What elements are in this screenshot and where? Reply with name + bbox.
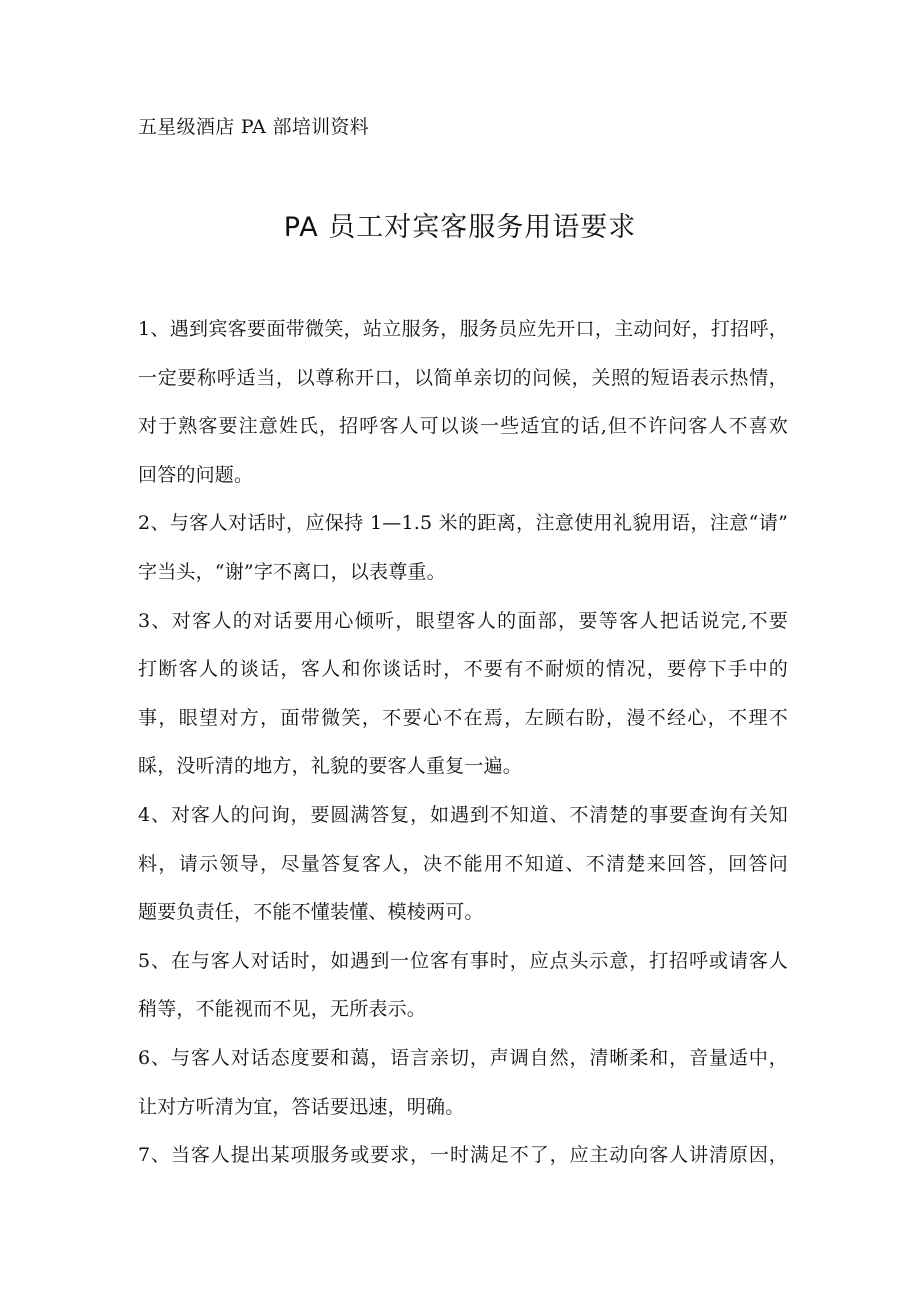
header-note: 五星级酒店 PA 部培训资料	[138, 116, 370, 138]
paragraph-line: 对于熟客要注意姓氏，招呼客人可以谈一些适宜的话,但不许问客人不喜欢	[138, 415, 788, 438]
paragraph-line: 字当头，“谢”字不离口，以表尊重。	[138, 560, 446, 583]
document-body	[138, 305, 788, 1180]
paragraph-line: 2、与客人对话时，应保持 1—1.5 米的距离，注意使用礼貌用语，注意“请”	[138, 512, 788, 535]
paragraph-line: 料，请示领导，尽量答复客人，决不能用不知道、不清楚来回答，回答问	[138, 852, 788, 875]
paragraph-line: 稍等，不能视而不见，无所表示。	[138, 998, 427, 1021]
paragraph-3	[138, 597, 788, 791]
paragraph-line: 1、遇到宾客要面带微笑，站立服务，服务员应先开口，主动问好，打招呼，	[138, 318, 788, 340]
paragraph-line: 题要负责任，不能不懂装懂、模棱两可。	[138, 901, 484, 924]
paragraph-4	[138, 791, 788, 937]
paragraph-line: 事，眼望对方，面带微笑，不要心不在焉，左顾右盼，漫不经心，不理不	[138, 706, 788, 729]
paragraph-7	[138, 1131, 788, 1180]
paragraph-line: 5、在与客人对话时，如遇到一位客有事时，应点头示意，打招呼或请客人	[138, 949, 788, 972]
paragraph-2	[138, 499, 788, 596]
paragraph-line: 4、对客人的问询，要圆满答复，如遇到不知道、不清楚的事要查询有关知	[138, 803, 788, 826]
paragraph-line: 一定要称呼适当，以尊称开口，以简单亲切的问候，关照的短语表示热情，	[138, 366, 788, 389]
paragraph-line: 回答的问题。	[138, 463, 254, 486]
paragraph-line: 打断客人的谈话，客人和你谈话时，不要有不耐烦的情况，要停下手中的	[138, 658, 788, 681]
paragraph-line: 睬，没听清的地方，礼貌的要客人重复一遍。	[138, 755, 523, 778]
paragraph-line: 让对方听清为宜，答话要迅速，明确。	[138, 1095, 465, 1118]
paragraph-line: 3、对客人的对话要用心倾听，眼望客人的面部，要等客人把话说完,不要	[138, 609, 788, 632]
paragraph-line: 6、与客人对话态度要和蔼，语言亲切，声调自然，清晰柔和，音量适中，	[138, 1046, 788, 1069]
paragraph-6	[138, 1034, 788, 1131]
document-title: PA 员工对宾客服务用语要求	[283, 212, 637, 243]
paragraph-5	[138, 937, 788, 1034]
paragraph-1	[138, 305, 788, 499]
paragraph-line: 7、当客人提出某项服务或要求，一时满足不了，应主动向客人讲清原因，	[138, 1144, 788, 1167]
